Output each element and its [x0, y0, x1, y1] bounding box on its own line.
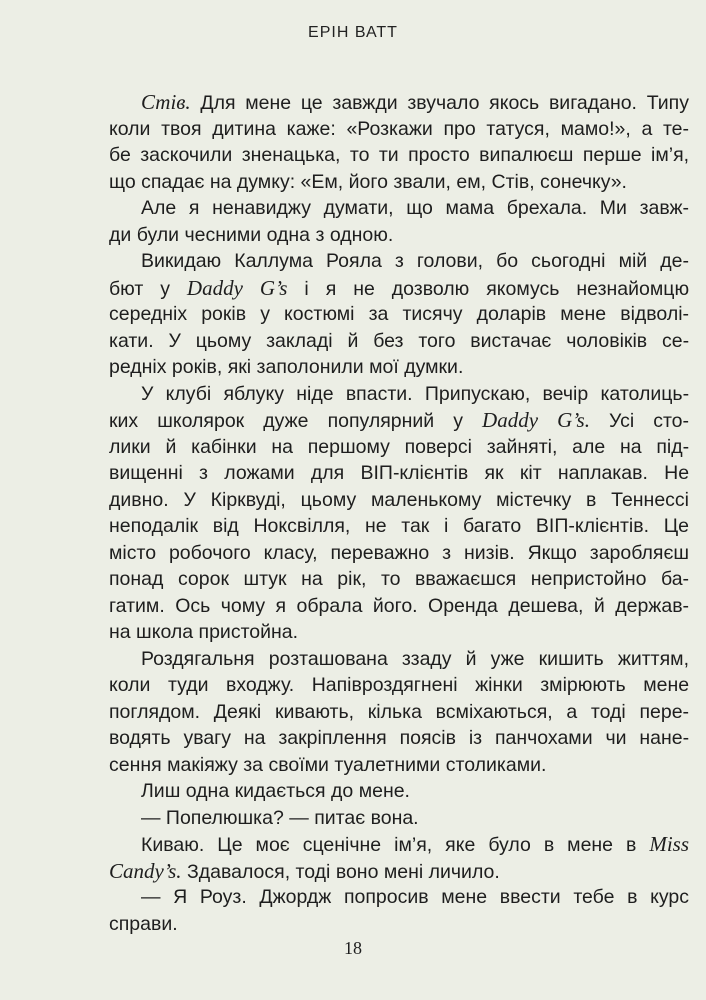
text-line: що спадає на думку: «Ем, його звали, ем, Стів, сонечку». [109, 170, 627, 193]
page-number: 18 [344, 938, 362, 958]
text-line: Викидаю Каллума Рояла з голови, бо сьогодні мій де- [141, 250, 689, 272]
text-line: сення макіяжу за своїми туалетними столиками. [109, 753, 547, 776]
text-line: дивно. У Кірквуді, цьому маленькому містечку в Теннессі [109, 488, 689, 511]
text-line: редніх років, які заполонили мої думки. [109, 356, 464, 378]
text-line: лики й кабінки на першому поверсі зайняті, але на під- [109, 435, 689, 458]
text-line: понад сорок штук на рік, то вважаєшся непристойно ба- [109, 568, 689, 590]
text-line: водять увагу на закріплення поясів із панчохами чи нане- [109, 727, 689, 749]
text-line: кати. У цьому закладі й без того вистачає чоловіків се- [109, 329, 689, 352]
text-line: коли туди входжу. Напівроздягнені жінки змірюють мене [109, 674, 689, 696]
text-line: — Я Роуз. Джордж попросив мене ввести тебе в курс [141, 886, 689, 908]
running-header: ЕРІН ВАТТ [308, 24, 398, 41]
text-line: гатим. Ось чому я обрала його. Оренда дешева, й держав- [109, 594, 689, 617]
text-line: середніх років у костюмі за тисячу доларів мене відволі- [109, 303, 689, 325]
text-line: Лиш одна кидається до мене. [141, 780, 410, 802]
text-line: на школа пристойна. [109, 621, 299, 643]
text-line: неподалік від Ноксвілля, не так і багато ВІП-клієнтів. Це [109, 515, 689, 537]
text-line: Стів. Для мене це завжди звучало якось вигадано. Типу [141, 90, 689, 114]
page-body-text [109, 89, 689, 937]
text-line: поглядом. Деякі кивають, кілька всміхаються, а тоді пере- [109, 700, 689, 723]
text-line: — Попелюшка? — питає вона. [141, 806, 419, 829]
text-line: вищенні з ложами для ВІП-клієнтів як кіт наплакав. Не [109, 462, 689, 484]
text-line: Киваю. Це моє сценічне ім’я, яке було в мене в Miss [141, 832, 689, 856]
text-line: ких школярок дуже популярний у Daddy G’s. Усі сто- [109, 408, 689, 432]
text-line: У клубі яблуку ніде впасти. Припускаю, вечір католиць- [141, 382, 689, 405]
text-line: коли твоя дитина каже: «Розкажи про татуся, мамо!», а те- [109, 117, 689, 140]
text-line: ди були чесними одна з одною. [109, 223, 394, 246]
text-line: Роздягальня розташована ззаду й уже кишить життям, [141, 647, 689, 670]
text-line: справи. [109, 912, 178, 935]
text-line: бе заскочили зненацька, то ти просто випалюєш перше ім’я, [109, 144, 689, 166]
text-line: Candy’s. Здавалося, тоді воно мені личило. [109, 858, 500, 883]
text-line: місто робочого класу, переважно з низів. Якщо заробляєш [109, 541, 689, 564]
text-line: бют у Daddy G’s і я не дозволю якомусь незнайомцю [109, 275, 689, 300]
text-line: Але я ненавиджу думати, що мама брехала. Ми завж- [141, 197, 689, 219]
